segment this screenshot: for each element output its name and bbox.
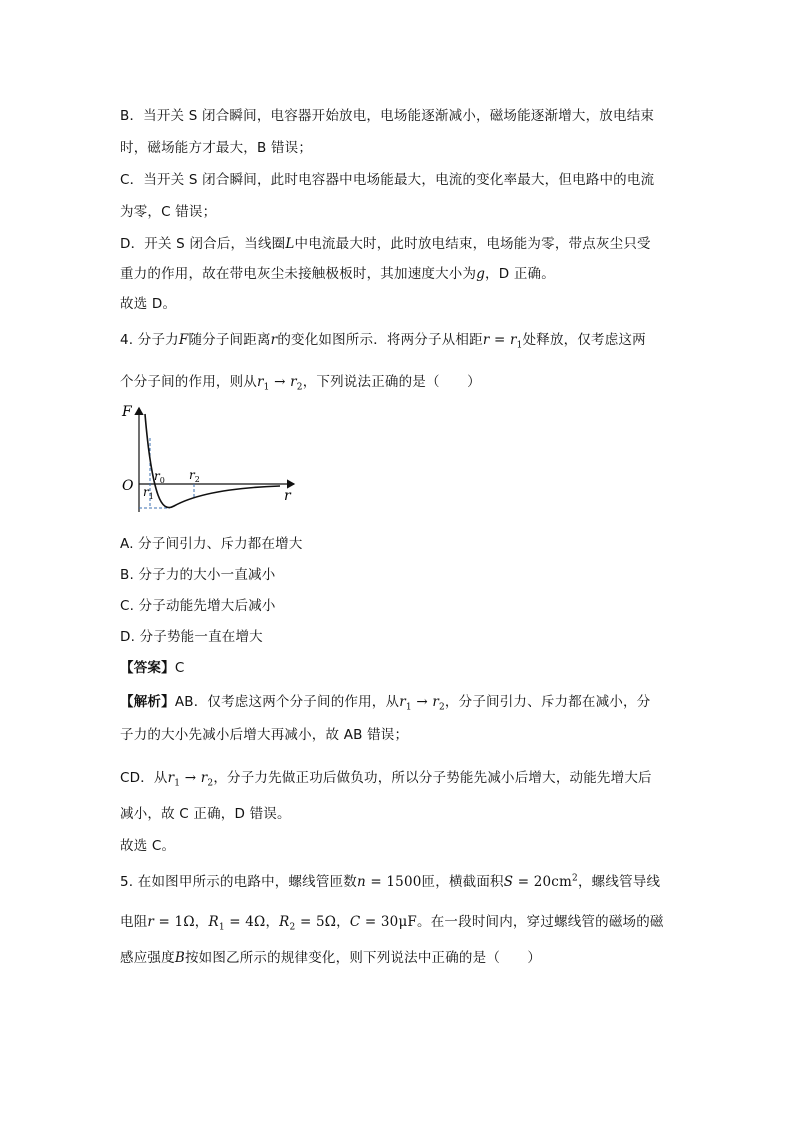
choice-c: 故选 C。 (120, 838, 176, 854)
label-F: F (122, 404, 132, 420)
item-c-line-2: 为零，C 错误； (120, 204, 217, 220)
q4-option-a: A. 分子间引力、斥力都在增大 (120, 536, 303, 552)
q5-var-B: B (174, 950, 185, 966)
q4-analysis-4: 减小，故 C 正确，D 错误。 (120, 806, 291, 822)
label-r2: $r_2$ (189, 468, 200, 484)
q4-text-c: 的变化如图所示．将两分子从相距 (277, 332, 483, 348)
q4-answer (120, 656, 184, 676)
q4-text-f: ，下列说法正确的是（ ） (302, 374, 481, 390)
force-distance-graph (112, 400, 312, 520)
label-r0: $r_0$ (154, 469, 165, 485)
label-r-axis: r (284, 488, 291, 504)
q4-analysis-1: 【解析】AB．仅考虑这两个分子间的作用，从$r_1 \to r_2$，分子间引力、斥力都在减小，分 (120, 694, 651, 713)
answer-label: 【答案】 (120, 660, 175, 676)
q4-text-a: 4. 分子力 (120, 332, 179, 348)
answer-value: C (174, 660, 185, 676)
q5-var-n: n (356, 874, 366, 890)
analysis-label: 【解析】 (120, 694, 175, 710)
q4-text-d: 处释放，仅考虑这两 (522, 332, 646, 348)
item-d-var-g: g (476, 266, 486, 282)
choice-d: 故选 D。 (120, 296, 177, 312)
item-b-line-1: B．当开关 S 闭合瞬间，电容器开始放电，电场能逐渐减小，磁场能逐渐增大，放电结束 (120, 108, 655, 124)
q5-line-3: 感应强度B按如图乙所示的规律变化，则下列说法中正确的是（ ） (120, 950, 542, 966)
q4-var-F: F (178, 332, 189, 348)
q4-r1-to-r2: $r_1 \to r_2$ (257, 374, 303, 393)
q4-line-1 (120, 328, 646, 351)
label-O: O (122, 478, 134, 494)
q5-var-S: S (503, 874, 514, 890)
q4-var-r: r (270, 332, 278, 348)
item-d-text-d: ，D 正确。 (485, 266, 555, 282)
an3-r1-r2: $r_1 \to r_2$ (167, 770, 214, 789)
item-d-line-1 (120, 232, 651, 252)
q4-option-d: D. 分子势能一直在增大 (120, 629, 263, 645)
item-d-line-2 (120, 262, 555, 282)
item-d-text-c: 重力的作用，故在带电灰尘未接触极板时，其加速度大小为 (120, 266, 477, 282)
q4-line-2 (120, 370, 481, 393)
q4-text-b: 随分子间距离 (188, 332, 271, 348)
label-r1: $r_1$ (143, 485, 154, 501)
q5-line-2: 电阻r = 1Ω，$R_1 = 4\Omega$，$R_2 = 5\Omega$，C = 30μF。在一段时间内，穿过螺线管的磁场的磁 (120, 914, 664, 933)
q4-option-b: B. 分子力的大小一直减小 (120, 567, 276, 583)
item-d-var-L: L (285, 236, 295, 252)
item-b-line-2: 时，磁场能方才最大，B 错误； (120, 140, 313, 156)
item-c-line-1: C．当开关 S 闭合瞬间，此时电容器中电场能最大，电流的变化率最大，但电路中的电流 (120, 172, 655, 188)
q4-text-e: 个分子间的作用，则从 (120, 374, 257, 390)
q4-option-c: C. 分子动能先增大后减小 (120, 598, 276, 614)
an1-r1-r2: $r_1 \to r_2$ (399, 694, 445, 713)
q4-eq-r-r1: $r = r_1$ (482, 332, 523, 351)
force-curve (145, 414, 280, 508)
q4-analysis-3: CD．从$r_1 \to r_2$，分子力先做正功后做负功，所以分子势能先减小后增大，动能先增大后 (120, 770, 652, 789)
item-d-text-b: 中电流最大时，此时放电结束，电场能为零，带点灰尘只受 (294, 236, 651, 252)
item-d-text-a: D．开关 S 闭合后，当线圈 (120, 236, 286, 252)
q4-analysis-2: 子力的大小先减小后增大再减小，故 AB 错误； (120, 727, 409, 743)
q5-line-1: 5. 在如图甲所示的电路中，螺线管匝数n = 1500匝，横截面积$S = 20cm^2$，螺线管导线 (120, 873, 661, 890)
